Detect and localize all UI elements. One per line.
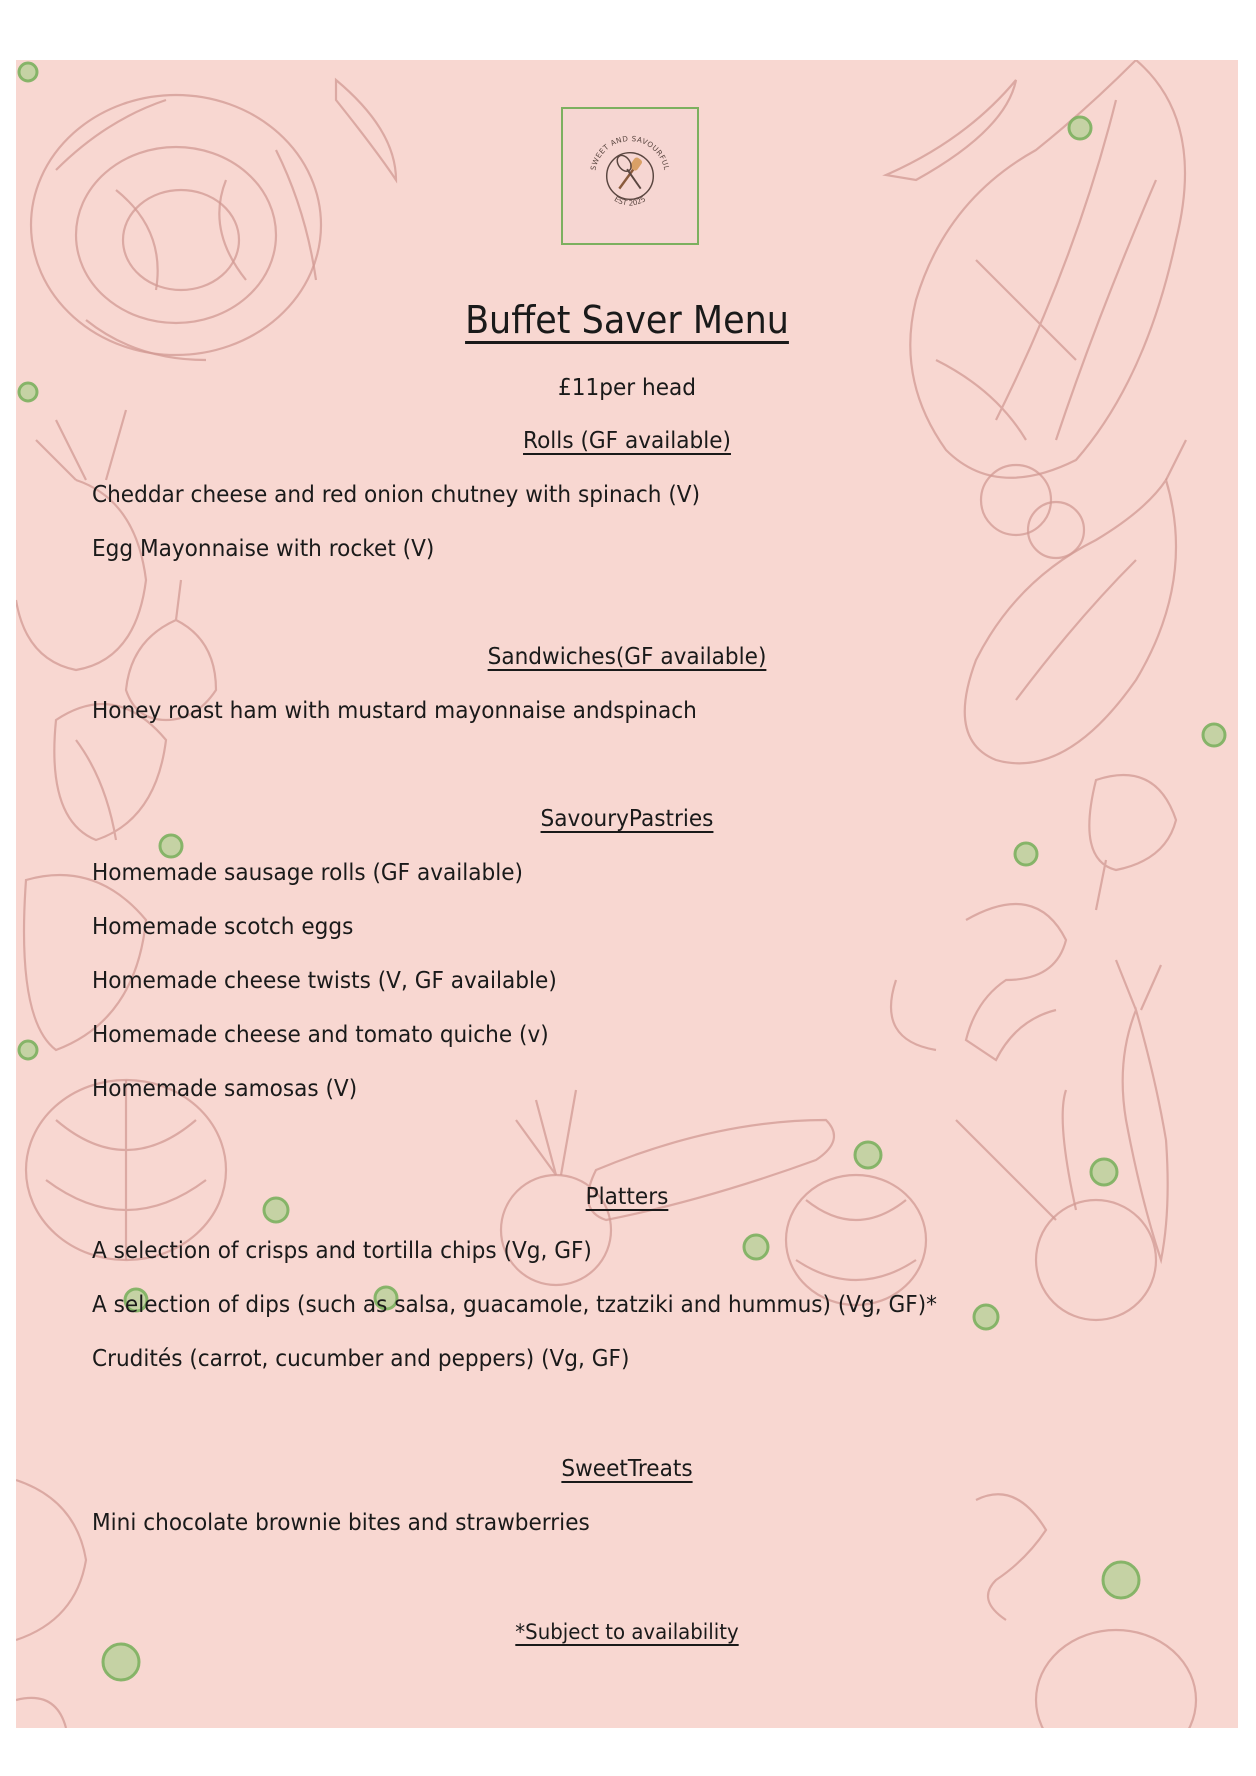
menu-item: A selection of crisps and tortilla chips (Vg, GF) [92,1238,592,1264]
section-heading-platters: Platters [585,1184,669,1210]
section-heading-rolls: Rolls (GF available) [523,428,731,454]
menu-item: Honey roast ham with mustard mayonnaise andspinach [92,698,697,724]
menu-item: Crudités (carrot, cucumber and peppers) (Vg, GF) [92,1346,630,1372]
price-per-head: £11per head [557,375,697,401]
section-heading-sweet-treats: SweetTreats [561,1456,693,1482]
menu-page [16,60,1238,1728]
availability-footnote: *Subject to availability [515,1620,739,1644]
artichoke-sketch-icon [26,1080,226,1260]
logo-arc-text: SWEET AND SAVOURFUL [588,133,672,172]
bok-choy-sketch-icon [910,60,1185,478]
section-heading-savoury-pastries: SavouryPastries [540,806,714,832]
sweet-and-savourful-logo [561,107,699,245]
svg-text:EST 2025 [613,194,647,207]
menu-item: Homemade scotch eggs [92,914,354,940]
section-heading-sandwiches: Sandwiches(GF available) [487,644,767,670]
page-title: Buffet Saver Menu [465,298,789,342]
menu-item: Homemade samosas (V) [92,1076,358,1102]
menu-item: Homemade cheese and tomato quiche (v) [92,1022,549,1048]
menu-item: Homemade sausage rolls (GF available) [92,860,523,886]
logo-est-text: EST 2025 [612,194,648,208]
menu-item: Egg Mayonnaise with rocket (V) [92,536,435,562]
menu-item: A selection of dips (such as salsa, guacamole, tzatziki and hummus) (Vg, GF)* [92,1292,937,1318]
menu-item: Cheddar cheese and red onion chutney with spinach (V) [92,482,701,508]
menu-item: Mini chocolate brownie bites and strawberries [92,1510,590,1536]
whisk-and-spatula-logo-icon [563,109,697,243]
carrot-sketch-icon [1116,960,1168,1260]
menu-item: Homemade cheese twists (V, GF available) [92,968,557,994]
eggplant-sketch-icon [965,440,1186,763]
